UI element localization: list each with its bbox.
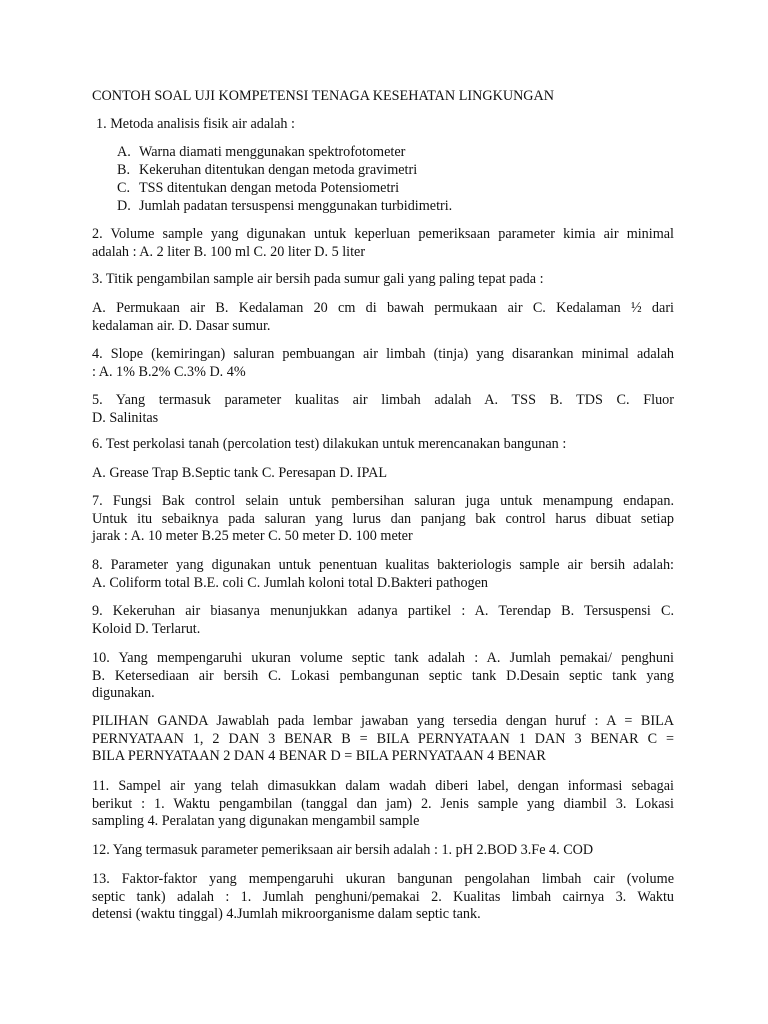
question-11: 11. Sampel air yang telah dimasukkan dalam wadah diberi label, dengan informasi sebagai berikut : 1. Waktu pengambilan (tanggal dan jam) 2. Jenis sample yang diambil 3. Lokasi sampling 4. Peralatan yang digunakan mengambil sample [92,778,674,829]
document-title: CONTOH SOAL UJI KOMPETENSI TENAGA KESEHATAN LINGKUNGAN [92,88,555,104]
question-3: 3. Titik pengambilan sample air bersih pada sumur gali yang paling tepat pada : [92,271,544,287]
question-8: 8. Parameter yang digunakan untuk penentuan kualitas bakteriologis sample air bersih adalah: A. Coliform total B.E. coli C. Jumlah koloni total D.Bakteri pathogen [92,557,674,591]
question-6: 6. Test perkolasi tanah (percolation test) dilakukan untuk merencanakan bangunan : [92,436,567,452]
instructions: PILIHAN GANDA Jawablah pada lembar jawaban yang tersedia dengan huruf : A = BILA PERNYATAAN 1, 2 DAN 3 BENAR B = BILA PERNYATAAN 1 DAN 3 BENAR C = BILA PERNYATAAN 2 DAN 4 BENAR D = BILA PERNYATAAN 4 BENAR [92,713,674,764]
question-3-options: A. Permukaan air B. Kedalaman 20 cm di bawah permukaan air C. Kedalaman ½ dari kedalaman air. D. Dasar sumur. [92,300,674,334]
question-5: 5. Yang termasuk parameter kualitas air limbah adalah A. TSS B. TDS C. Fluor D. Salinitas [92,392,674,426]
question-10: 10. Yang mempengaruhi ukuran volume septic tank adalah : A. Jumlah pemakai/ penghuni B. Ketersediaan air bersih C. Lokasi pembangunan septic tank D.Desain septic tank yang digunakan. [92,650,674,701]
question-12: 12. Yang termasuk parameter pemeriksaan air bersih adalah : 1. pH 2.BOD 3.Fe 4. COD [92,842,594,858]
question-4: 4. Slope (kemiringan) saluran pembuangan air limbah (tinja) yang disarankan minimal adalah : A. 1% B.2% C.3% D. 4% [92,346,674,380]
question-1-options [117,143,452,215]
option-d: D. Jumlah padatan tersuspensi menggunakan turbidimetri. [117,198,453,214]
question-13: 13. Faktor-faktor yang mempengaruhi ukuran bangunan pengolahan limbah cair (volume septic tank) adalah : 1. Jumlah penghuni/pemakai 2. Kualitas limbah cairnya 3. Waktu detensi (waktu tinggal) 4.Jumlah mikroorganisme dalam septic tank. [92,871,674,922]
question-7: 7. Fungsi Bak control selain untuk pembersihan saluran juga untuk menampung endapan. Untuk itu sebaiknya pada saluran yang lurus dan panjang bak control harus dibuat setiap jarak : A. 10 meter B.25 meter C. 50 meter D. 100 meter [92,493,674,544]
option-c: C. TSS ditentukan dengan metoda Potensiometri [117,180,400,196]
question-1-stem: 1. Metoda analisis fisik air adalah : [96,116,295,132]
question-2: 2. Volume sample yang digunakan untuk keperluan pemeriksaan parameter kimia air minimal adalah : A. 2 liter B. 100 ml C. 20 liter D. 5 liter [92,226,674,260]
option-b: B. Kekeruhan ditentukan dengan metoda gravimetri [117,162,418,178]
question-9: 9. Kekeruhan air biasanya menunjukkan adanya partikel : A. Terendap B. Tersuspensi C. Koloid D. Terlarut. [92,603,674,637]
question-6-options: A. Grease Trap B.Septic tank C. Peresapan D. IPAL [92,465,388,481]
option-a: A. Warna diamati menggunakan spektrofotometer [117,144,406,160]
